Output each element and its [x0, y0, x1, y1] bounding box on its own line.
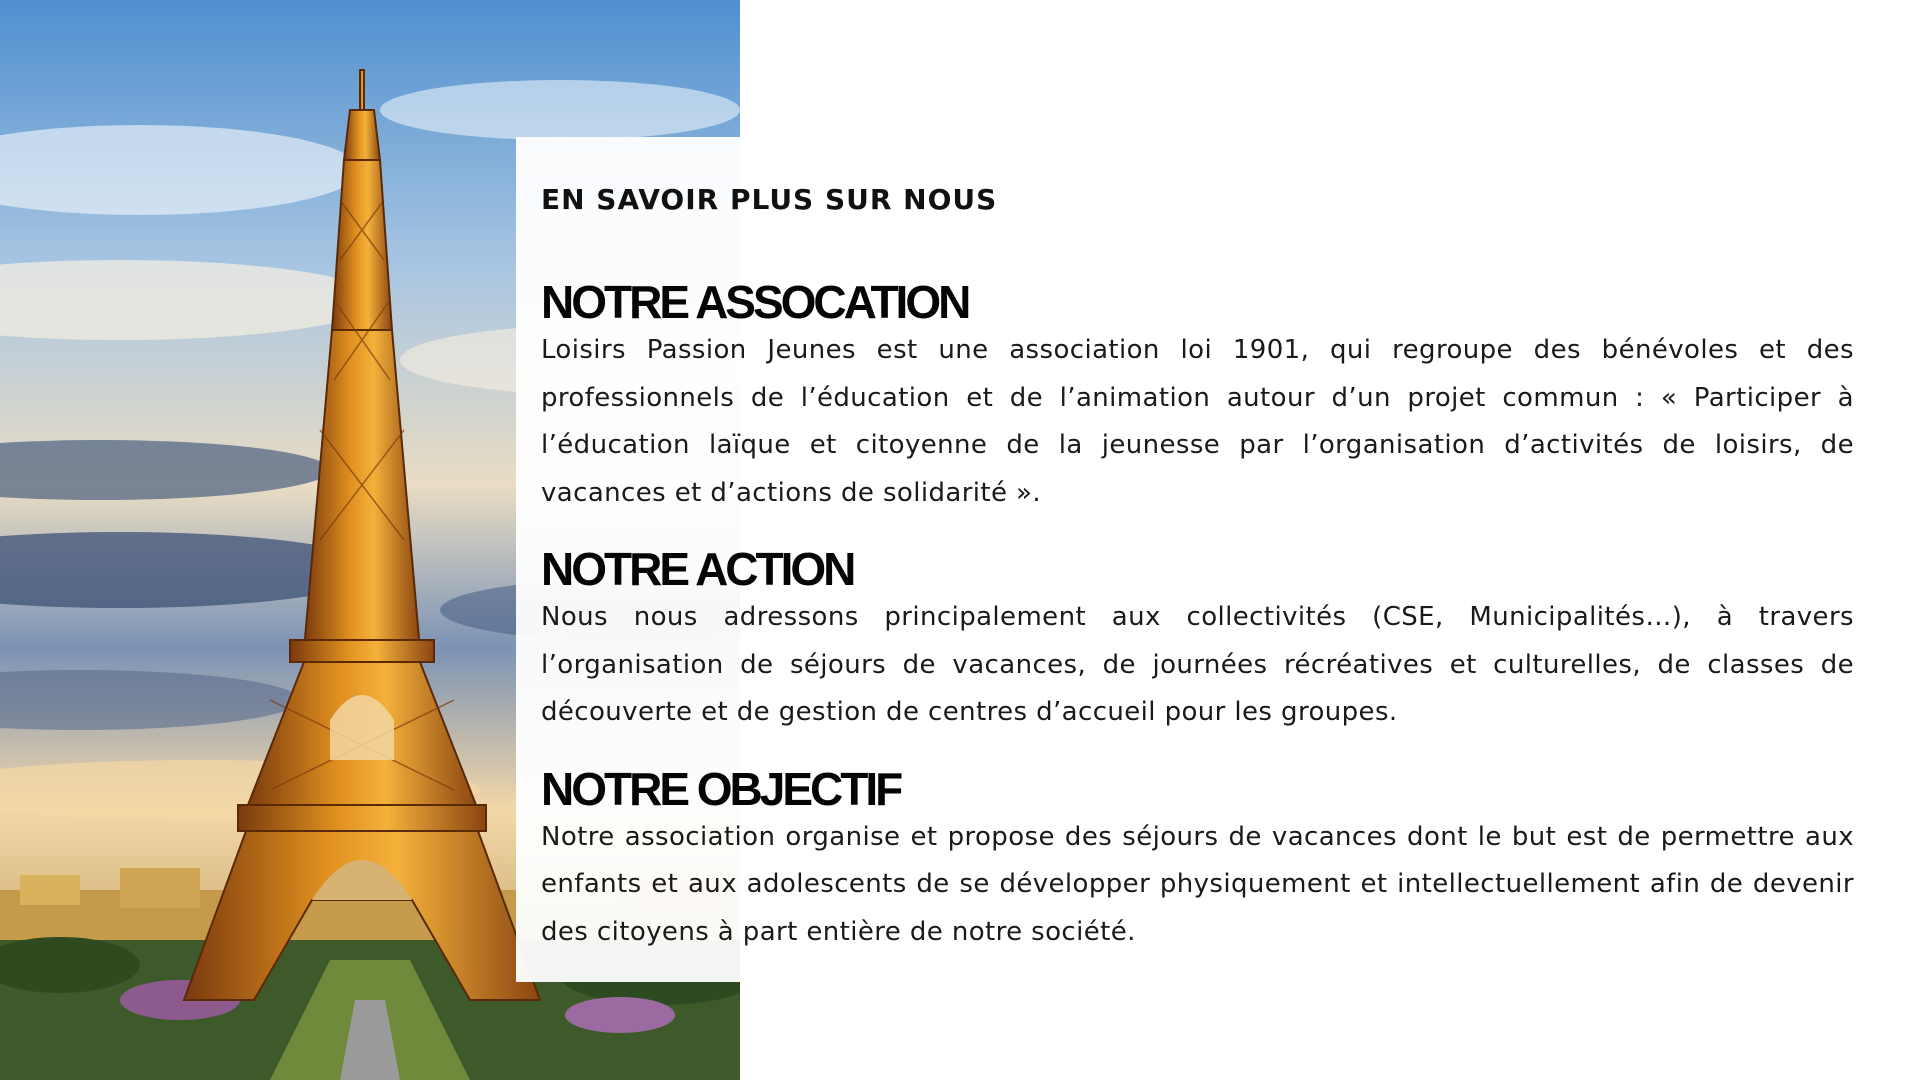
section-title-action: NOTRE ACTION — [541, 543, 854, 595]
section-title-association: NOTRE ASSOCATION — [541, 276, 969, 328]
page-kicker: EN SAVOIR PLUS SUR NOUS — [541, 183, 998, 216]
section-body-action: Nous nous adressons principalement aux collectivités (CSE, Municipalités…), à travers l’organisation de séjours de vacances, de journées récréatives et culturelles, de classes de découverte et de gestion de centres d’accueil pour les groupes. — [541, 602, 1854, 727]
section-title-objective: NOTRE OBJECTIF — [541, 762, 901, 815]
about-content — [541, 178, 1854, 956]
section-body-association: Loisirs Passion Jeunes est une association loi 1901, qui regroupe des bénévoles et des professionnels de l’éducation et de l’animation autour d’un projet commun : « Participer à l’éducation laïque et citoyenne de la jeunesse par l’organisation d’activités de loisirs, de vacances et d’actions de solidarité ». — [541, 335, 1854, 508]
section-body-objective: Notre association organise et propose des séjours de vacances dont le but est de permettre aux enfants et aux adolescents de se développer physiquement et intellectuellement afin de devenir des citoyens à part entière de notre société. — [541, 821, 1854, 947]
